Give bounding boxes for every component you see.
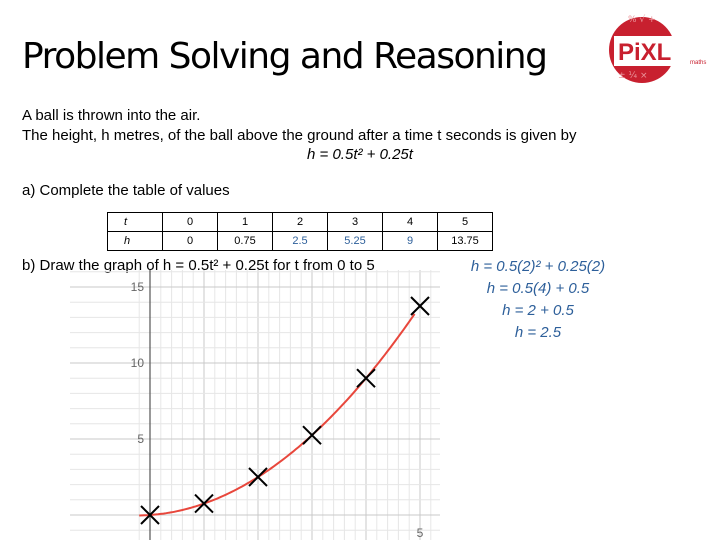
- working-line: h = 0.5(2)² + 0.25(2): [470, 258, 606, 275]
- graph-points: [141, 297, 429, 524]
- y-tick-label: 10: [130, 356, 144, 370]
- t-cell: 5: [438, 213, 493, 232]
- h-cell-answer: 2.5: [273, 232, 328, 251]
- intro-line-1: A ball is thrown into the air.: [22, 107, 201, 124]
- svg-text:% √ +: % √ +: [628, 15, 656, 25]
- h-cell: 0.75: [218, 232, 273, 251]
- logo-text: PiXL: [618, 39, 672, 66]
- values-table: [107, 212, 493, 251]
- table-row-t: [108, 213, 493, 232]
- y-tick-label: 5: [137, 432, 144, 446]
- worked-solution: [438, 256, 638, 344]
- page-title: Problem Solving and Reasoning: [22, 36, 547, 77]
- working-line: h = 2.5: [514, 324, 562, 341]
- intro-line-2: The height, h metres, of the ball above the ground after a time t seconds is given by: [22, 127, 577, 144]
- graph: [0, 270, 440, 540]
- t-cell: 2: [273, 213, 328, 232]
- table-row-h: [108, 232, 493, 251]
- svg-text:± ¼ ×: ± ¼ ×: [618, 71, 648, 81]
- t-cell: 3: [328, 213, 383, 232]
- t-cell: 4: [383, 213, 438, 232]
- logo-subtext: maths: [690, 60, 707, 66]
- graph-curve: [139, 314, 414, 516]
- formula: h = 0.5t² + 0.25t: [307, 146, 413, 163]
- y-tick-label: 15: [130, 280, 144, 294]
- working-line: h = 0.5(4) + 0.5: [486, 280, 590, 297]
- h-cell-answer: 5.25: [328, 232, 383, 251]
- row-label-t: t: [108, 213, 163, 232]
- h-cell: 13.75: [438, 232, 493, 251]
- h-cell-answer: 9: [383, 232, 438, 251]
- pixl-logo: [608, 12, 718, 92]
- part-a-prompt: a) Complete the table of values: [22, 182, 230, 199]
- row-label-h: h: [108, 232, 163, 251]
- graph-grid: [70, 270, 440, 540]
- part-b-prompt: b) Draw the graph of h = 0.5t² + 0.25t for t from 0 to 5: [22, 257, 375, 274]
- problem-intro: [22, 106, 577, 146]
- t-cell: 1: [218, 213, 273, 232]
- t-cell: 0: [163, 213, 218, 232]
- x-tick-label: 5: [416, 526, 424, 540]
- h-cell: 0: [163, 232, 218, 251]
- graph-tick-labels: [131, 280, 424, 540]
- working-line: h = 2 + 0.5: [502, 302, 574, 319]
